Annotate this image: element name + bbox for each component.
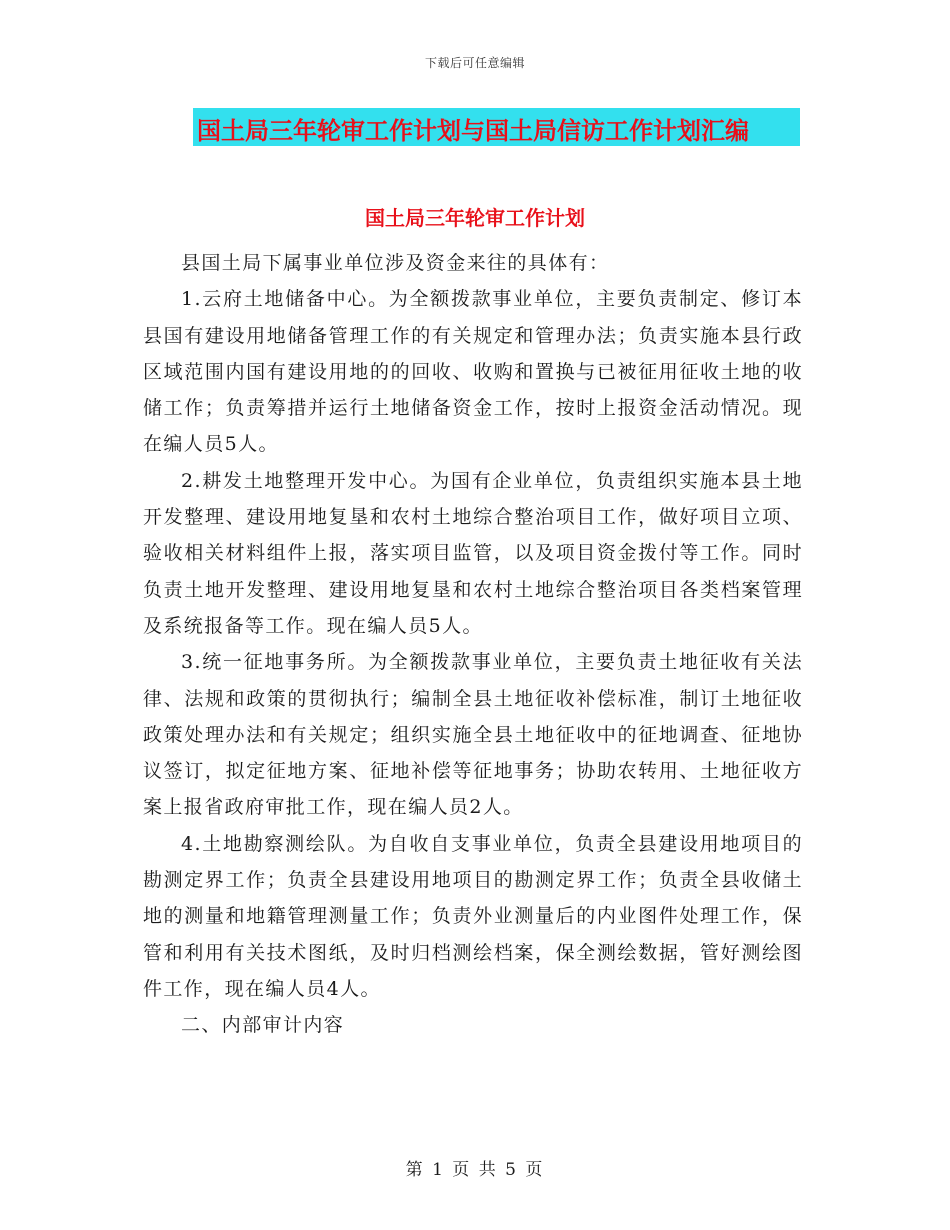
paragraph-item-4: 4.土地勘察测绘队。为自收自支事业单位，负责全县建设用地项目的勘测定界工作；负责全县建设用地项目的勘测定界工作；负责全县收储土地的测量和地籍管理测量工作；负责外业测量后的内业图件处理工作，保管和利用有关技术图纸，及时归档测绘档案，保全测绘数据，管好测绘图件工作，现在编人员4人。 xyxy=(143,832,803,1000)
document-body xyxy=(143,245,803,1044)
main-title-highlight xyxy=(193,108,800,146)
page-number-footer: 第 1 页 共 5 页 xyxy=(405,1160,545,1180)
section-title: 国土局三年轮审工作计划 xyxy=(365,206,585,230)
paragraph-section-heading: 二、内部审计内容 xyxy=(181,1014,345,1037)
paragraph-item-3: 3.统一征地事务所。为全额拨款事业单位，主要负责土地征收有关法律、法规和政策的贯彻执行；编制全县土地征收补偿标准，制订土地征收政策处理办法和有关规定；组织实施全县土地征收中的征地调查、征地协议签订，拟定征地方案、征地补偿等征地事务；协助农转用、土地征收方案上报省政府审批工作，现在编人员2人。 xyxy=(143,651,803,819)
paragraph-intro: 县国土局下属事业单位涉及资金来往的具体有： xyxy=(181,252,610,274)
paragraph-item-1: 1.云府土地储备中心。为全额拨款事业单位，主要负责制定、修订本县国有建设用地储备管理工作的有关规定和管理办法；负责实施本县行政区域范围内国有建设用地的的回收、收购和置换与已被征用征收土地的收储工作；负责筹措并运行土地储备资金工作，按时上报资金活动情况。现在编人员5人。 xyxy=(143,288,803,456)
paragraph-item-2: 2.耕发土地整理开发中心。为国有企业单位，负责组织实施本县土地开发整理、建设用地复垦和农村土地综合整治项目工作，做好项目立项、验收相关材料组件上报，落实项目监管，以及项目资金拨付等工作。同时负责土地开发整理、建设用地复垦和农村土地综合整治项目各类档案管理及系统报备等工作。现在编人员5人。 xyxy=(143,469,803,637)
document-title: 国土局三年轮审工作计划与国土局信访工作计划汇编 xyxy=(197,117,749,145)
page-header-note: 下载后可任意编辑 xyxy=(424,56,525,70)
